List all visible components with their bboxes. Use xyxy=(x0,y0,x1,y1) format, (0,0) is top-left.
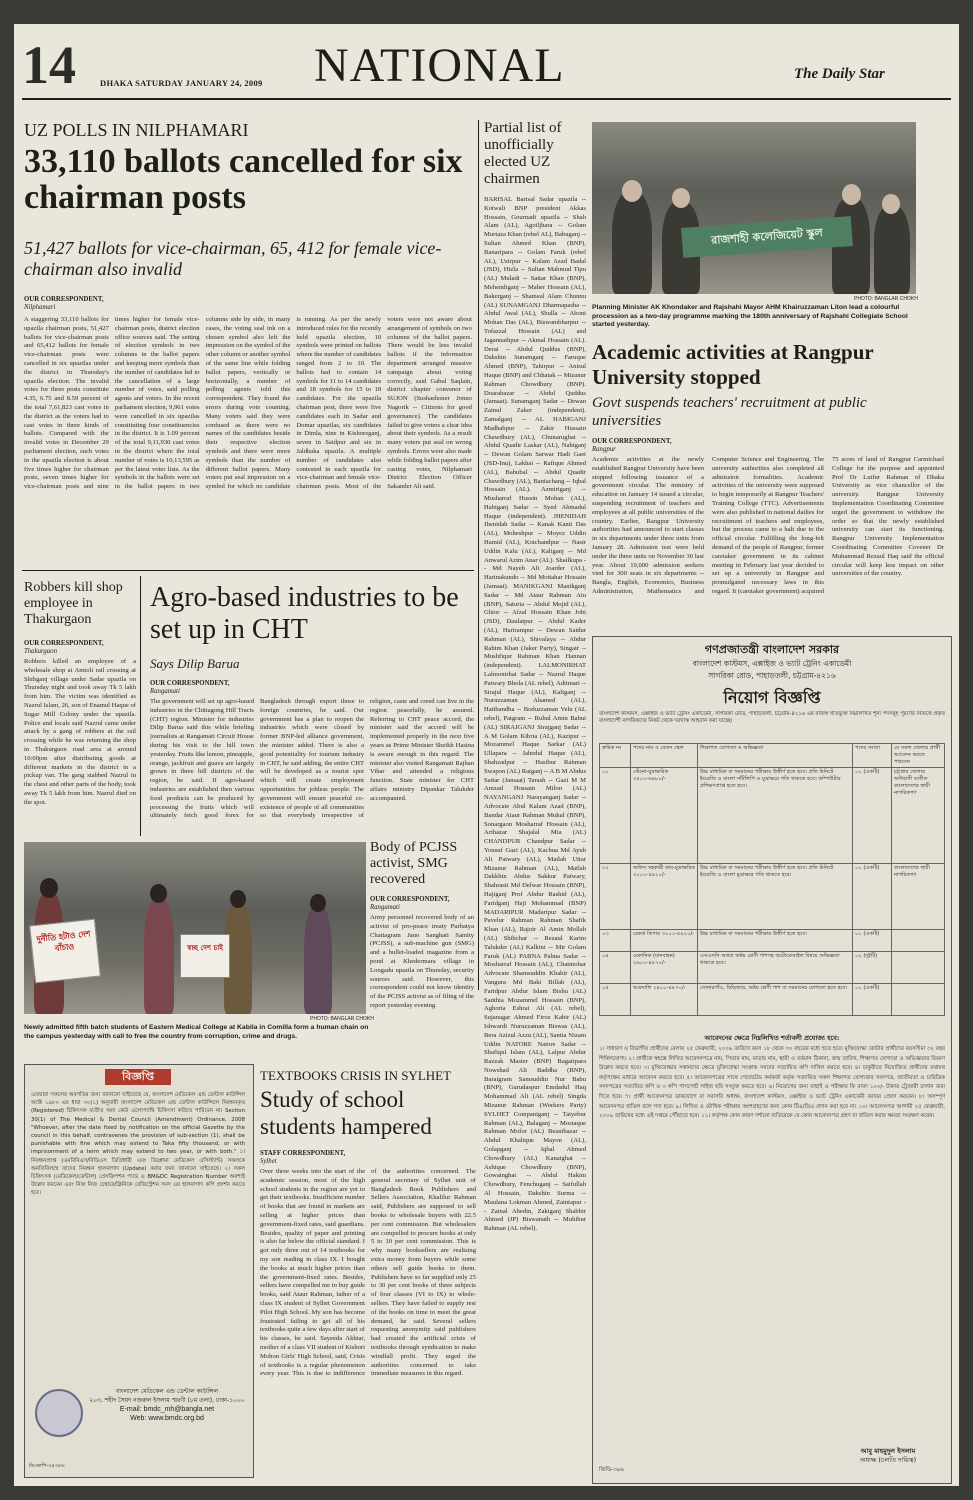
textbooks-headline: Study of school students hampered xyxy=(260,1087,432,1139)
section-title: NATIONAL xyxy=(314,39,565,92)
rangpur-headline: Academic activities at Rangpur University stopped xyxy=(592,340,874,389)
protest-sign-2: স্বচ্ছ দেশ চাই xyxy=(180,934,230,978)
partial-list-body: BARISAL Barisal Sadar upazila -- Kotwali BNP president Akkas Hossain, Gournadi upazila -- Shah Alam (AL), Agoiljhara -- Golam Murtaza Khan (rebel AL), Babuganj -- Sultan Ahmed Khan (BNP), Banaripara -- Golam Faruk (rebel AL), Uzirpur -- Kalam Azad Badal (JSD), Hizla -- Sultan Mahmud Tipu (AL) Muladi -- Sattar Khan (BNP), Mehendiganj -- Maher Hossain (AL), Bakerganj -- Shamsul Alam Chunnu (AL) SUNAMGANJ Dharmapasha -- Abdul Awal (AL), Shulla -- Aboni Mohan Das (AL), Biswambharpur -- Tofazzal Hossain (AL) and Jagannathpur -- Akmal Hossain (AL). Derai -- Abdul Quddus (BNP), Dakshin Sunamganj -- Faruque Ahmed (BNP), Tahirpur -- Anisul Haque (BNP) and Chhatak -- Mizanur Rahman Chowdhury (BNP). Doarabazar -- Abdul Quddus (Jamaat). Sunamganj Sadar -- Dewan Zainul Zaker (independent). Zamalganj -- AL HABIGANJ Madhabpur -- Zakir Hussain Chawdhury (AL), Chunarughat -- Abdul Quadir Laskar (AL), Nabiganj -- Dewan Golam Sarwar Hadi Gaet (JSD-Inu), Lakhai -- Rafique Ahmed (AL), Bahubal -- Abdul Quadir Chawdhury (AL), Baniachang -- Iqbal Hossain (AL). Azmiriganj -- Musharraf Hussin Mohan (AL), Habiganj Sadar -- Syed Ahmadul Haque (independent). JHENIDAH Jhenidah Sadar -- Kanak Kanti Das (AL), Moheshpur -- Moyez Uddin Hamid (AL), Kotchandpur -- Nasir Uddin Kalu (AL), Kaliganj -- Md Anwarul Azim Anar (AL). Shailkupa -- Md Nayeb Ali Joarder (AL), Harinakundo -- Md Mottahar Hossain (Jamaat). MANIKGANJ Manikganj Sadar -- Md Ataur Rahman Atu (BNP), Saturia -- Abdul Mojid (AL), Ghior -- Afzal Hossain Khan Jobi (JSD), Daulatpur -- Abdul Kader (AL), Harirampur -- Dewan Saidur Rahman (AL), Shivalaya -- Abdur Rahim Khan (Jaker Party), Singair -- Mushfiqur Rahman Khan Hannan (independent). LALMONIRHAT Lalmonirhat Sadar -- Nazrul Haque Patwary Bhola (AL rebel), Aditmari -- Sirajul Haque (AL), Kaliganj -- Nuruzzaman Ahamed (AL), Hatibandha -- Boduzzaman Velu (AL rebel), Patgram -- Ruhul Amin Babui (AL) SIRAJGANJ Sirajganj Sadar -- A M Golam Kibria (AL), Kazipur -- Mozammel Haque Sarkar (AL) Ullapara -- Jahedul Haque (AL), Shahzadpur -- Hasibur Rahman Swapon (AL) Raiganj -- A B M Abdus Sattar (Jamaat) Tarash -- Gazi M M Amzad Hossain Milon (AL) NAYANGANJ Narayanganj Sadar -- Advocate Abul Kalam Azad (BNP), Bandar Ataur Rahman Mukul (BNP), Sonargaon Mosharraf Hossain (AL), Arihazar Shajalal Mia (AL) CHANDPUR Chandpur Sadar -- Yousuf Gazi (AL), Kachua Md Ayub Ali Patwary (AL), Matlab Uttar Mizanur Rahman (AL), Matlab Dakkhin Abdus Sakkur Patwary, Shahrasti Md Delwar Hossain (BNP), Hajiganj Prof Abdur Rashid (AL), Faridganj Haji Mohammad (BNP) MADARIPUR Madaripur Sadar -- Pavelur Rahman Rahman Shafik Khan (AL), Rajoir Al Amin Mollah (AL) Shibchar -- Rezaul Karim Talukder (AL) Kalkini -- Mir Golam Faruk (AL) PABNA Pabna Sadar -- Mosharraf Hossain (AL), Chatmohar Advocate Shamsuddin Khabir (AL), Vangura Md Baki Billah (AL), Faridpur Abdur Islam Bishu (AL) Santhia Mozammel Hossain (BNP), Aghoria Eshrat Ali (AL rebel), Sujanagar Ahmed Firoz Kabir (AL) Ishwardi Nuruzzaman Biswas (AL), Bera Azizul Azzu (AL), Santia Nizam Uddin NATORE Natore Sadar -- Shafiqul Islam (AL), Lalpur Abdur Razzak Master (BNP) Bagatipara Nowshad Ali Baddha (BNP), Baraigram Samsuddin Nur Babu (BNP), Gurudaspur Emdadul Haq Mohammad Ali (AL rebel) Singda Mizanur Rahman (Workers Party) SYLHET Companiganj -- Taiyebur Rahman (AL), Balaganj -- Mostaque Rahman Mofor (AL) Beanibazar -- Abdul Khalique Mayon (AL), Golapganj -- Iqbal Ahmed Chowdhury (AL) Kanaighat -- Ashique Chowdhury (BNP), Gowainghat -- Abdul Hakim Chowdhury, Fenchuganj -- Saifullah Al Hossain, Dakshin Surma -- Maulana Lokman Ahmed, Zaintapur -- Zainal Abedin, Zakiganj Shabbir Ahmed (JP) Biswanath -- Muhibur Rahman (AL rebel). xyxy=(484,196,586,1233)
rangpur-byline: OUR CORRESPONDENT, Rangpur xyxy=(592,438,672,453)
uz-polls-kicker: UZ POLLS IN NILPHAMARI xyxy=(24,120,249,140)
page-number: 14 xyxy=(22,35,76,95)
uz-polls-subhead: 51,427 ballots for vice-chairman, 65, 412 for female vice-chairman also invalid xyxy=(24,238,442,279)
notice-code: ডিএফপি-৩৫৩৫৬ xyxy=(29,1463,65,1469)
rangpur-subhead: Govt suspends teachers' recruitment at public universities xyxy=(592,395,867,429)
masthead-rule xyxy=(22,98,951,100)
pcjss-headline: Body of PCJSS activist, SMG recovered xyxy=(370,840,458,887)
recruitment-ad xyxy=(592,636,952,1484)
agro-byline: OUR CORRESPONDENT, Rangamati xyxy=(150,680,230,695)
table-row: ০৪ মেকানিক (যানবাহন) ২৬০০-৪৮৭০/- এসএসসি অথবা অষ্টম শ্রেণী পাশসহ অটোমোবাইল বিষয়ে অভিজ্ঞতা থাকতে হবে। ০২ (দুইটি) xyxy=(600,952,945,984)
agro-subhead: Says Dilip Barua xyxy=(150,656,240,671)
photo1-caption: Planning Minister AK Khondaker and Rajshahi Mayor AHM Khairuzzaman Liton lead a colourful procession as a two-day programme marking the 180th anniversary of Rajshahi Collegiate School started yesterday. xyxy=(592,304,908,328)
council-seal-icon xyxy=(35,1389,83,1437)
procession-photo xyxy=(592,122,916,294)
conditions-title: আবেদনের ক্ষেত্রে নিম্নলিখিত শর্তাবলী প্রযোজ্য হবে: xyxy=(704,1034,840,1042)
robbers-byline: OUR CORRESPONDENT, Thakurgaon xyxy=(24,640,104,655)
ad-gov-title: গণপ্রজাতন্ত্রী বাংলাদেশ সরকার xyxy=(704,643,840,656)
ad-heading: নিয়োগ বিজ্ঞপ্তি xyxy=(723,688,821,707)
agro-headline: Agro-based industries to be set up in CHT xyxy=(150,582,459,645)
human-chain-photo xyxy=(24,842,366,1014)
notice-footer: বাংলাদেশ মেডিকেল এন্ড ডেন্টাল কাউন্সিল ২০৩, শহীদ সৈয়দ নজরুল ইসলাম স্মরণী (৮ম তলা), ঢাকা-১০০০ E-mail: bmdc_mh@bangla.net Web: www.bmdc.org.bd xyxy=(89,1388,245,1422)
textbooks-body: Over three weeks into the start of the academic session, most of the high school students in the region are yet to get their textbooks. Insufficient number of books that are found in markets are selling at higher prices than government-fixed rates, said guardians. Besides, quality of paper and printing is also far below the official standard. I got only three out of 14 textbooks for my son reading in class IX. I bought the books at much higher prices than the government-fixed rates. Besides, sellers have compelled me to buy guide books, said Ataur Rahman, father of a class IX student of Sylhet Government Pilot High School. My son has become frustrated failing to get all of his textbooks quite a few days after start of his classes, he said. Sayeeda Akhtar, mother of a class VII student of Kishori Mohon Girls' High School, said, Crisis of textbooks is a regular phenomenon every year. This is due to indifference of the authorities concerned. The general secretary of Sylhet unit of Bangladesh Book Publishers and Sellers Association, Khalilur Rahman said, Publishers are supposed to sell books to wholesale buyers with 22.5 per cent commission. But wholesalers are compelled to procure books at only 5 to 10 per cent commission. This is why many booksellers are realising extra money from buyers while some others sell guide books to them. Publishers have so far supplied only 25 to 30 per cent books of three subjects of four classes (VI to IX) to whole-sellers. They have failed to supply rest of the books on time to meet the great demand, he said. Several sellers requesting anonymity said publishers had created the artificial crisis of textbooks through syndication to make windfall profit. They urged the authorities concerned to take immediate measures in this regard. xyxy=(260,1168,476,1378)
table-row: ০৫ আরদালি ২৪০০-৪৮৭০/- সোনারগাঁও, বিড়িজার, অষ্টম শ্রেণী পাশ বা সমমানের যোগ্যতা হতে হবে। ০১ (একটি) xyxy=(600,984,945,1016)
pcjss-byline: OUR CORRESPONDENT, Rangamati xyxy=(370,896,450,911)
photo2-caption: Newly admitted fifth batch students of Eastern Medical College at Kabila in Comilla form a human chain on the campus yesterday with call to free the country from corruption, crime and drugs. xyxy=(24,1024,369,1040)
uz-polls-body: A staggering 33,110 ballots for upazila chairman posts, 51,427 ballots for vice-chairman posts and 65,412 ballots for female vice-chairman posts were cancelled in six upazilas under the district in Thursday's upazila election. The invalid votes for three posts constitute 4.35, 6.75 and 8.59 percent of the total 7,61,823 cast votes in the district as the voters had to cast votes in three kinds of ballots. Compared with the invalid votes in December 29 parliament election, such votes in the upazila election is about five times higher for chairman posts, seven times higher for vice-chairman posts and nine times higher for female vice-chairman posts, district election office sources said. The setting of election symbols in two columns in the ballot papers and keeping more symbols than the number of candidates led to the cancellation of a large number of votes, said polling agents and voters. In the recent parliament election, 9,961 votes were cancelled in six upazilas constituting four constituencies in the district. It is 1.09 percent of the total 9,11,930 cast votes in the district where the total number of votes is 10,13,595 as per the latest voter lists. As the symbols in the ballots were set in the ballot papers in two columns side by side, in many cases, the voting seal ink on a chosen symbol also left the impression on the symbol of the other column or another symbol of the same line while folding ballot papers, vertically or horizontally, a number of polling agents told this correspondent. They found the errors during vote counting. Many voters said they were confused as there were no names of the candidates beside their respective election symbols and there were more symbols than the number of different ballot papers. Many voters put seal impression on a symbol for which no candidate is running. As per the newly introduced rules for the recently held upazila election, 10 symbols were printed on ballots where the number of candidates ranged from 2 to 10. The ballots had to contain 14 symbols for 11 to 14 candidates and 18 symbols for 15 to 18 candidates. For the upazila chairman post, there were five candidates each in Sadar and Domar upazilas, six candidates in Dimla, nine in Kishoreganj, seven in Saidpur and six in Jaldhaka upazila. A multiple number of candidates also contested in each upazila for vice-chairman and female vice-chairman posts. Most of the voters were not aware about arrangement of symbols on two columns of the ballot papers. There would be less invalid ballots if the information department arranged massive campaign about voting correctly, said Gabul Saqlain, district chapter convenor of SUJON (Sushashoner Jonno Nagorik -- Citizens for good governance). The candidates failed to give voters a clear idea about their symbols. As a result many voters put seal on wrong symbols. Errors were also made while folding ballot papers after casting votes, Nilphamari District Election Officer Sakander Ali said. xyxy=(24,316,472,491)
table-header-row: ক্রমিক নং পদের নাম ও বেতন স্কেল শিক্ষাগত যোগ্যতা ও অভিজ্ঞতা পদের সংখ্যা যে সকল জেলার প্রার্থী আবেদন করতে পারবেন xyxy=(600,744,945,768)
table-row: ০১ স্টেনো-মুদ্রাক্ষরিক ৩৫০০-৬৯৮০/- উচ্চ মাধ্যমিক বা সমমানের পরীক্ষায় উত্তীর্ণ হতে হবে। প্রতি মিনিটে ইংরেজি ও বাংলা সাঁটলিপি ও মুদ্রাক্ষরে গতি থাকতে হবে। কম্পিউটার প্রশিক্ষণপ্রাপ্ত হতে হবে। ০১ (একটি) চট্টগ্রাম জেলার অধিবাসী ব্যতীত বাংলাদেশের স্থায়ী নাগরিকগণ xyxy=(600,768,945,864)
notice-body: এতদ্বারা সকলের অবগতির জন্য জানানো যাইতেছে যে, বাংলাদেশ মেডিকেল এন্ড ডেন্টাল কাউন্সিল অ্যাক্ট ১৯৮০ এর ধারা ৩০(১) অনুযায়ী বাংলাদেশ মেডিকেল এন্ড ডেন্টাল কাউন্সিলে নিবন্ধনকৃত (Registered) চিকিৎসক ব্যতীত অন্য কেউ এলোপ্যাথি চিকিৎসা করিতে পারিবেন না। Section 30(1) of The Medical & Dental Council (Amendment) Ordinance, 2008 "Whoever, after the date fixed by notification on the official Gazette by the council in this behalf, contravenes the provision of sub-section (1), shall be punishable with fine which may extend to Taka fifty thousand, or with imprisonment of a term which may extend to two year, or with both." ১। নিবন্ধনপ্রাপ্ত (এমবিবিএস/বিডিএস ডিগ্রিধারী এবং ডিপ্লোমা মেডিকেল এসিস্ট্যান্ট) সকলকে অনতিবিলম্বে তাদের নিবন্ধন হালনাগাদ (Update) করার জন্য জানানো যাইতেছে। ২। সকল চিকিৎসক (মেডিকেল/ডেন্টাল) প্রেসক্রিপশন প্যাড এ BM&DC Registration Number অবশ্যই উল্লেখ করবেন এবং নিজ নিজ চেম্বারে/ক্লিনিকে রেজিস্ট্রেশন সনদ এর হালনাগাদ কপি প্রদর্শন করতে হবে। xyxy=(31,1092,245,1197)
conditions-body: ১। সাধারণ ও বিভাগীয় প্রার্থীদের বেলায় ২৫ ফেব্রুয়ারী, ২০০৯ তারিখে বয়স ১৮ থেকে ৩০ বছরের মধ্যে হতে হবে। মুক্তিযোদ্ধা কোটার প্রার্থীদের বয়সসীমা ৩২ বছর শিথিলযোগ্য। ২। প্রার্থীকে স্বহস্তে লিখিত আবেদনপত্রে নাম, পিতার নাম, মাতার নাম, স্থায়ী ও বর্তমান ঠিকানা, জন্ম তারিখ, শিক্ষাগত যোগ্যতা ও অভিজ্ঞতার বিবরণ উল্লেখ করতে হবে। ৩। মুক্তিযোদ্ধার সন্তানদের ক্ষেত্রে মুক্তিযোদ্ধা সংক্রান্ত সনদের সত্যায়িত কপি দাখিল করতে হবে। ৪। চাকুরীতে নিয়োজিত প্রার্থীদের যথাযথ কর্তৃপক্ষের মাধ্যমে আবেদন করতে হবে। ৫। আবেদনপত্রের সাথে গেজেটেড কর্মকর্তা কর্তৃক সত্যায়িত সকল শিক্ষাগত যোগ্যতার সনদপত্র, জাতীয়তা ও চারিত্রিক সনদপত্রের সত্যায়িত কপি ও ৩ কপি পাসপোর্ট সাইজ ছবি সংযুক্ত করতে হবে। ৬। নিয়োগের জন্য বাছাই ও পরীক্ষার ফি বাবদ ১০০/- টাকার ট্রেজারী চালান জমা দিতে হবে। ৭। প্রার্থী আবেদনপত্র ডাকযোগে বা সরাসরি অধ্যক্ষ, বাংলাদেশ কাস্টমস, এক্সাইজ ও ভ্যাট ট্রেনিং একাডেমী বরাবর প্রেরণ করবেন। ৮। অসম্পূর্ণ আবেদনপত্র বাতিল বলে গণ্য হবে। ৯। লিখিত ও মৌখিক পরীক্ষায় অংশগ্রহণের জন্য কোন টিএ/ডিএ প্রদান করা হবে না। ১০। আবেদনপত্র আগামী ২৫ ফেব্রুয়ারী, ২০০৯ তারিখের মধ্যে এই দপ্তরে পৌঁছাতে হবে। ১১। কর্তৃপক্ষ কোন কারণ দর্শানো ব্যতিরেকে যে কোন আবেদনপত্র গ্রহণ বা বাতিল করার ক্ষমতা সংরক্ষণ করেন। xyxy=(599,1046,945,1120)
rangpur-body: Academic activities at the newly established Rangpur University have been stopped following issuance of a government circular. The ministry of education on January 14 issued a circular, suspending recruitment of teachers and employees at all public universities of the country. Earlier, Rangpur University authorities had announced to start classes in six departments under three units from January 28. Admission test were held under the three units on November 30 last year. About 19,000 admission seekers vied for 300 seats in six departments -- Bangla, English, Economics, Business Administration, Mathematics and Computer Science and Engineering. The university authorities also completed all admission formalities. Academic activities of the university were supposed to begin temporarily at Rangpur Teachers' Training College (TTC). Advertisements were also published in national dailies for recruitment of teachers and employees, but the process came to a halt due to the official circular. Fulfilling the long-felt demand of the people of Rangpur, former caretaker government in its cabinet meeting in February last year decided to set up a university in Rangpur and promulgated necessary laws in this regard. It (caretaker government) acquired 75 acres of land of Rangpur Carmichael College for the purpose and appointed Prof Dr Lutfur Rahman of Dhaka University as vice chancellor of the university. Rangpur University Implementation Coordinating Committee urged the government to withdraw the order so that the newly established university can start its functioning. Rangpur University Implementation Coordinating Committee Covener Dr Muhammad Rezaul Haq said the official circular will keep less impact on other universities of the country. xyxy=(592,456,944,595)
table-row: ০৩ রেকর্ড কিপার ৩০০০-৫৯২০/- উচ্চ মাধ্যমিক বা সমমানের পরীক্ষায় উত্তীর্ণ হতে হবে। ০১ (একটি) xyxy=(600,930,945,952)
ad-code: জিডি-৩৯৬ xyxy=(599,1467,624,1473)
robbers-body: Robbers killed an employee of a wholesale shop at Amtoli rail crossing at Shibganj village under Sadar upazila on Thursday night and took away Tk 5 lakh from him. The victim was identified as Nazrul Islam, 26, son of Enamul Haque of Sugar Mill Colony under the upazila. Police and locals said Nazrul came under attack by a gang of robbers at the rail crossing while he was returning the shop in Thakurgaon road area at around 10:00pm after distributing goods at different markets in the district in a pickup van. The gang stabbed Nazrul in the chest and other parts of the body, took away Tk 5 lakh from him. Nazrul died on the spot. xyxy=(24,658,136,806)
uz-polls-byline: OUR CORRESPONDENT, Nilphamari xyxy=(24,296,104,311)
partial-list-headline: Partial list of unofficially elected UZ chairmen xyxy=(484,120,562,187)
ad-org: বাংলাদেশ কাস্টমস, এক্সাইজ ও ভ্যাট ট্রেনিং একাডেমী xyxy=(692,659,852,668)
pcjss-body: Army personnel recovered body of an activist of pro-peace treaty Purbatya Chattagram Jano Sanghati Samity (PCJSS), a sub-machine gun (SMG) and a bullet-loaded magazine from a pond at Khedermara village in Longadu upazila on Thursday, security sources said. However, this correspondent could not know identity of the PCJSS activist as of filing of the report yesterday evening. xyxy=(370,914,474,1009)
uz-polls-headline: 33,110 ballots cancelled for six chairman posts xyxy=(24,143,463,216)
protest-sign-1: দুর্নীতি হটাও দেশ বাঁচাও xyxy=(29,919,101,984)
newspaper-logo: The Daily Star xyxy=(794,66,885,82)
ad-signatory: আবু মাহমুদুল ইসলাম অধ্যক্ষ (চলতি দায়িত্ব) xyxy=(859,1447,917,1464)
column-rule-2 xyxy=(140,576,141,836)
table-row: ০২ অফিস সহকারী কাম-মুদ্রাক্ষরিক ৩০০০-৫৯২০/- উচ্চ মাধ্যমিক বা সমমানের পরীক্ষায় উত্তীর্ণ হতে হবে। প্রতি মিনিটে ইংরেজি ও বাংলা মুদ্রাক্ষরে গতি থাকতে হবে। ০১ (একটি) বাংলাদেশের স্থায়ী নাগরিকগণ xyxy=(600,864,945,930)
textbooks-byline: STAFF CORRESPONDENT, Sylhet xyxy=(260,1150,346,1165)
page-date: DHAKA SATURDAY JANUARY 24, 2009 xyxy=(100,78,263,88)
photo2-credit: PHOTO: BANGLAR CHOKH xyxy=(310,1016,374,1022)
procession-banner: রাজশাহী কলেজিয়েট স্কুল xyxy=(681,216,853,258)
ad-address: সাগরিকা রোড, পাহাড়তলী, চট্টগ্রাম-৪২১৬ xyxy=(708,671,836,680)
textbooks-kicker: TEXTBOOKS CRISIS IN SYLHET xyxy=(260,1068,452,1083)
section-rule xyxy=(22,570,474,571)
bmdc-notice-ad xyxy=(24,1064,254,1478)
notice-title: বিজ্ঞপ্তি xyxy=(105,1069,171,1085)
newspaper-page xyxy=(14,24,959,1486)
agro-body: The government will set up agro-based industries in the Chittagong Hill Tracts (CHT) region. Minister for industries Dilip Barua said this while briefing journalists at Rangamati Circuit House during his visit to the hill town yesterday. Fruits like lemon, pineapple, orange, jackfruit and guava are largely grown in three hill districts of the region, he said. If agro-based industries are established then various food products can be produced by processing the fruits which will ultimately fetch good forex for Bangladesh through export those to foreign countries, he said. Our government has a plan to reopen the industries which were closed by former BNP-led alliance government, the minister added. There is also a good potentiality for tourism industry in CHT, he said adding, the entire CHT will be developed as a tourist spot which will create employment opportunities for jobless people. The government will ensure peaceful co-existence of people of all communities so that everybody irrespective of religion, caste and creed can live in the region peacefully, he assured. Referring to CHT peace accord, the minister said the accord will be implemented properly in the next five years as Prime Minister Sheikh Hasina is aware enough in this regard. The minister also visited Rangamati Rajban Vihar and attended a religious function. State minister for CHT affairs ministry Dipankar Talukder accompanied. xyxy=(150,698,474,820)
robbers-headline: Robbers kill shop employee in Thakurgaon xyxy=(24,580,123,627)
ad-intro: বাংলাদেশ কাস্টমস, এক্সাইজ ও ভ্যাট ট্রেনিং একাডেমী, সাগরিকা রোড, পাহাড়তলী, চট্টগ্রাম-৪২১৬ এর রাজস্ব খাতভুক্ত নিম্নলিখিত শূন্য পদসমূহ পূরণের নিমিত্তে প্রকৃত বাংলাদেশী নাগরিকদের নিকট থেকে দরখাস্ত আহবান করা যাচ্ছে। xyxy=(599,711,945,725)
photo1-credit: PHOTO: BANGLAR CHOKH xyxy=(854,296,918,302)
vacancy-table xyxy=(599,743,945,1016)
